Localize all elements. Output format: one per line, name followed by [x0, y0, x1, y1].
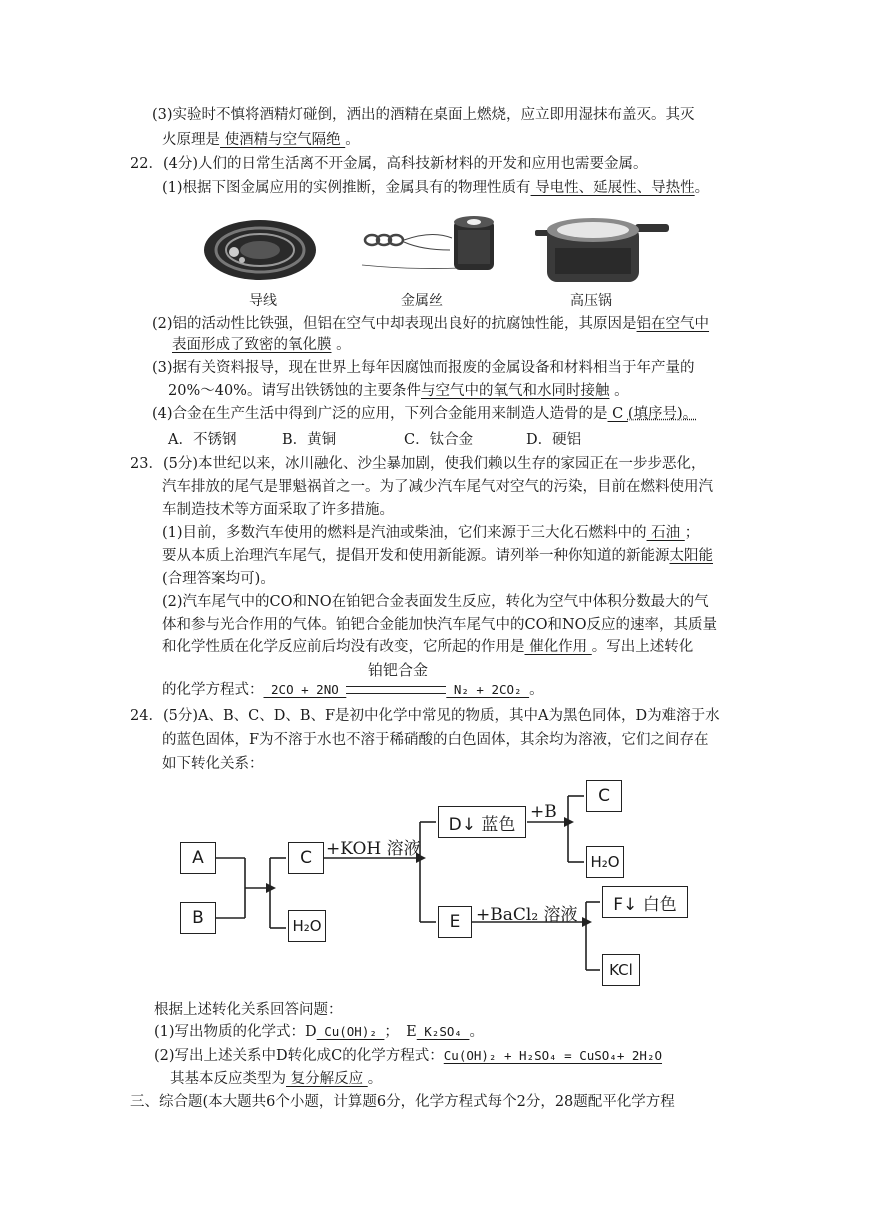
q22-2-answer-b: 表面形成了致密的氧化膜: [172, 337, 332, 353]
q21-3-line1: (3)实验时不慎将酒精灯碰倒，洒出的酒精在桌面上燃烧，应立即用湿抹布盖灭。其灭: [152, 107, 695, 123]
q23-2-answer: 催化作用: [524, 639, 592, 655]
q24-1-prefix: (1)写出物质的化学式：D: [154, 1024, 317, 1040]
q24-1-e-answer: K₂SO₄: [416, 1024, 470, 1039]
q23-1-prefix: (1)目前，多数汽车使用的燃料是汽油或柴油，它们来源于三大化石燃料中的: [162, 525, 647, 541]
q22-1-answer: 导电性、延展性、导热性: [530, 180, 695, 196]
option-d: D．硬铝: [526, 432, 582, 448]
q21-3-prefix: 火原理是: [162, 132, 220, 148]
q21-3-answer: 使酒精与空气隔绝: [220, 132, 346, 148]
q22-2-prefix: (2)铝的活动性比铁强，但铝在空气中却表现出良好的抗腐蚀性能，其原因是: [152, 316, 637, 332]
box-kcl: KCl: [602, 954, 640, 986]
label-plus-b: +B: [530, 802, 557, 822]
q24-ask: 根据上述转化关系回答问题：: [154, 1002, 343, 1018]
q21-3-suffix: 。: [345, 132, 360, 148]
caption-wire: 导线: [249, 293, 277, 309]
q24-3: [170, 1069, 382, 1089]
box-b: B: [180, 902, 216, 934]
q23-2-suffix: 。写出上述转化: [591, 639, 694, 655]
q23-1-line3: (合理答案均可)。: [162, 571, 275, 587]
q22-4-suffix: (填序号)。: [627, 406, 698, 422]
q23-eq-prefix: 的化学方程式：: [162, 682, 264, 698]
q24-line1: 24．(5分)A、B、C、D、B、F是初中化学中常见的物质，其中A为黑色同体，D为难溶于水: [130, 708, 720, 724]
q24-3-suffix: 。: [367, 1071, 383, 1087]
q23-1-suffix: ；: [684, 525, 700, 541]
q22-2-answer-a: 铝在空气中: [636, 316, 710, 332]
box-d: D↓ 蓝色: [438, 806, 526, 838]
option-a: A．不锈钢: [168, 432, 237, 448]
q22-3-suffix: 。: [609, 383, 629, 399]
q23-eq-suffix: 。: [529, 682, 544, 698]
box-c: C: [288, 842, 324, 874]
q22-2-suffix: 。: [331, 337, 351, 353]
section-3-heading: 三、综合题(本大题共6个小题，计算题6分，化学方程式每个2分，28题配平化学方程: [130, 1094, 675, 1110]
q23-1b-prefix: 要从本质上治理汽车尾气，提倡开发和使用新能源。请列举一种你知道的新能源: [162, 548, 670, 564]
q23-2-line2: 体和参与光合作用的气体。铂钯合金能加快汽车尾气中的CO和NO反应的速率，其质量: [162, 617, 718, 633]
box-c2: C: [586, 780, 622, 812]
q23-2-line1: (2)汽车尾气中的CO和NO在铂钯合金表面发生反应，转化为空气中体积分数最大的气: [162, 594, 709, 610]
q23-1-answer: 石油: [646, 525, 685, 541]
box-h2o2: H₂O: [586, 846, 624, 878]
q22-4-prefix: (4)合金在生产生活中得到广泛的应用，下列合金能用来制造人造骨的是: [152, 406, 608, 422]
q24-2: [154, 1046, 662, 1066]
q24-line2: 的蓝色固体，F为不溶于水也不溶于稀硝酸的白色固体，其余均为溶液，它们之间存在: [162, 732, 709, 748]
q24-1-d-answer: Cu(OH)₂: [316, 1024, 385, 1039]
q23-line3: 车制造技术等方面采取了许多措施。: [162, 502, 394, 518]
q23-catalyst-label: 铂钯合金: [368, 661, 429, 679]
q23-2-prefix: 和化学性质在化学反应前后均没有改变，它所起的作用是: [162, 639, 525, 655]
box-h2o: H₂O: [288, 910, 326, 942]
q23-line2: 汽车排放的尾气是罪魁祸首之一。为了减少汽车尾气对空气的污染，目前在燃料使用汽: [162, 479, 713, 495]
q22-1-prefix: (1)根据下图金属应用的实例推断，金属具有的物理性质有: [162, 180, 531, 196]
q22-3-prefix: 20%～40%。请写出铁锈蚀的主要条件: [168, 383, 421, 399]
q23-1b-answer: 太阳能: [669, 548, 713, 564]
caption-pressure-cooker: 高压锅: [570, 293, 612, 309]
q24-3-prefix: 其基本反应类型为: [170, 1071, 286, 1087]
q24-1: [154, 1022, 484, 1042]
q24-line3: 如下转化关系：: [162, 756, 264, 772]
option-c: C．钛合金: [404, 432, 474, 448]
q23-line1: 23．(5分)本世纪以来，冰川融化、沙尘暴加剧，使我们赖以生存的家园正在一步步恶化，: [130, 456, 706, 472]
q24-1-mid: ； E: [384, 1024, 417, 1040]
q24-1-suffix: 。: [469, 1024, 484, 1040]
q22-4-answer: C: [607, 406, 628, 422]
label-bacl2: +BaCl₂ 溶液: [476, 905, 578, 925]
q22-3-answer: 与空气中的氧气和水同时接触: [420, 383, 610, 399]
caption-metal-wire: 金属丝: [401, 293, 443, 309]
q24-2-prefix: (2)写出上述关系中D转化成C的化学方程式：: [154, 1048, 444, 1064]
box-e: E: [438, 906, 472, 938]
q23-eq-lhs: 2CO + 2NO: [263, 682, 347, 697]
q22-1-suffix: 。: [694, 180, 710, 196]
q24-3-answer: 复分解反应: [286, 1071, 368, 1087]
label-koh: +KOH 溶液: [326, 839, 421, 859]
q22-3-line1: (3)据有关资料报导，现在世界上每年因腐蚀而报废的金属设备和材料相当于年产量的: [152, 360, 695, 376]
q24-2-answer: Cu(OH)₂ + H₂SO₄ = CuSO₄+ 2H₂O: [443, 1048, 663, 1063]
box-a: A: [180, 842, 216, 874]
q23-eq-rhs: N₂ + 2CO₂: [446, 682, 530, 697]
q22-heading: 22．(4分)人们的日常生活离不开金属，高科技新材料的开发和应用也需要金属。: [130, 156, 648, 172]
option-b: B．黄铜: [282, 432, 337, 448]
box-f: F↓ 白色: [602, 886, 688, 918]
